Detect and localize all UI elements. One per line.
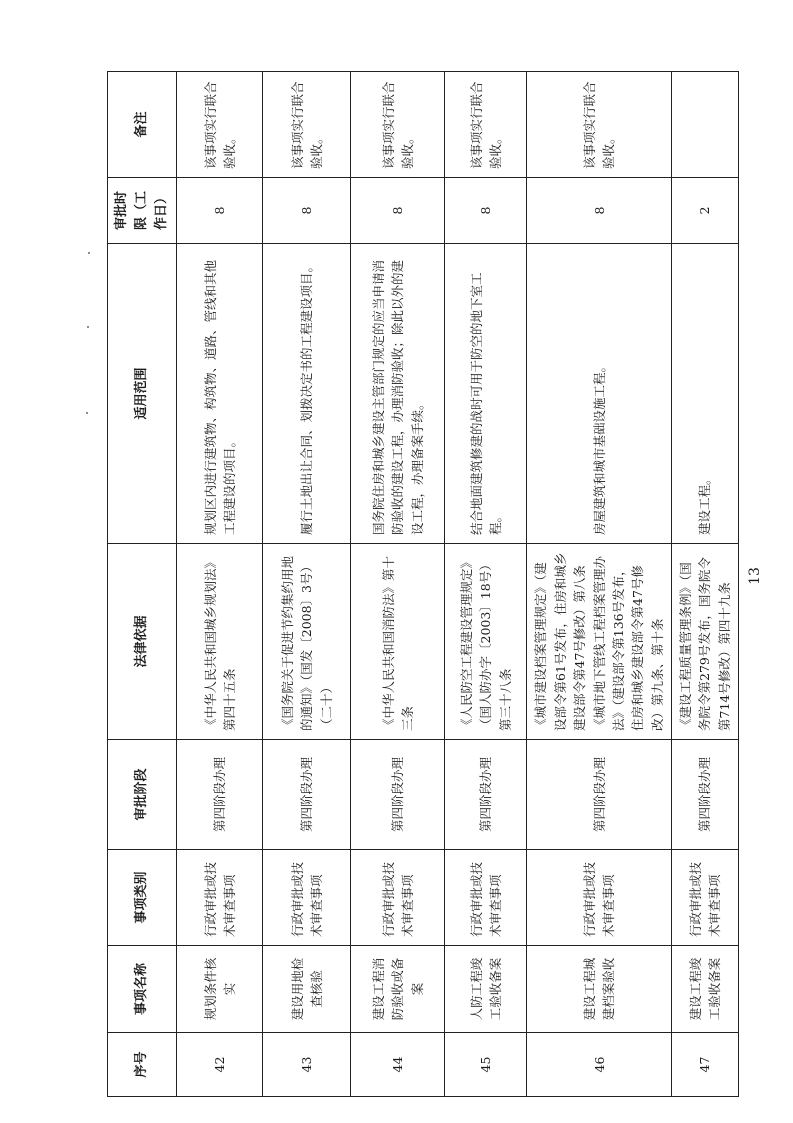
row-category: 行政审批或技术审查事项 [263, 850, 351, 946]
row-limit: 8 [263, 178, 351, 244]
table-header-row [108, 72, 177, 1097]
table-row [177, 72, 263, 1097]
row-no: 45 [445, 1033, 527, 1097]
row-stage: 第四阶段办理 [177, 740, 263, 850]
table-row [263, 72, 351, 1097]
row-stage: 第四阶段办理 [445, 740, 527, 850]
row-limit: 8 [177, 178, 263, 244]
row-stage: 第四阶段办理 [527, 740, 672, 850]
row-basis: 《中华人民共和国城乡规划法》第四十五条 [177, 544, 263, 740]
row-category: 行政审批或技术审查事项 [177, 850, 263, 946]
row-limit: 2 [672, 178, 739, 244]
row-name: 建设用地检查核验 [263, 946, 351, 1033]
row-name: 建设工程城建档案验收 [527, 946, 672, 1033]
row-stage: 第四阶段办理 [672, 740, 739, 850]
approval-items-table [107, 71, 739, 1097]
page-number: 13 [747, 567, 763, 585]
row-stage: 第四阶段办理 [351, 740, 445, 850]
row-note: 该事项实行联合验收。 [445, 72, 527, 178]
table-row [445, 72, 527, 1097]
row-note: 该事项实行联合验收。 [351, 72, 445, 178]
header-name: 事项名称 [108, 946, 177, 1033]
row-basis: 《中华人民共和国消防法》第十三条 [351, 544, 445, 740]
row-no: 43 [263, 1033, 351, 1097]
header-note: 备注 [108, 72, 177, 178]
row-scope: 国务院住房和城乡建设主管部门规定的应当申请消防验收的建设工程，办理消防验收；除此以外的建设工程，办理备案手续。 [351, 244, 445, 544]
row-name: 规划条件核实 [177, 946, 263, 1033]
row-name: 建设工程消防验收或备案 [351, 946, 445, 1033]
row-no: 47 [672, 1033, 739, 1097]
table-row [527, 72, 672, 1097]
row-category: 行政审批或技术审查事项 [672, 850, 739, 946]
header-no: 序号 [108, 1033, 177, 1097]
row-basis: 《城市建设档案管理规定》（建设部令第61号发布，住房和城乡建设部令第47号修改）第八条 《城市地下管线工程档案管理办法》（建设部令第136号发布，住房和城乡建设部令第47号修改）第九条、第十条 [527, 544, 672, 740]
row-category: 行政审批或技术审查事项 [351, 850, 445, 946]
rotated-table-sheet [107, 72, 732, 1097]
header-scope: 适用范围 [108, 244, 177, 544]
row-stage: 第四阶段办理 [263, 740, 351, 850]
header-limit: 审批时限（工作日） [108, 178, 177, 244]
header-category: 事项类别 [108, 850, 177, 946]
table-row [351, 72, 445, 1097]
row-note: 该事项实行联合验收。 [263, 72, 351, 178]
row-no: 42 [177, 1033, 263, 1097]
row-basis: 《国务院关于促进节约集约用地的通知》（国发〔2008〕3号）（二十） [263, 544, 351, 740]
row-limit: 8 [351, 178, 445, 244]
row-basis: 《人民防空工程建设管理规定》（国人防办字〔2003〕18号）第三十八条 [445, 544, 527, 740]
row-note [672, 72, 739, 178]
row-scope: 建设工程。 [672, 244, 739, 544]
row-no: 44 [351, 1033, 445, 1097]
table-row [672, 72, 739, 1097]
row-note: 该事项实行联合验收。 [177, 72, 263, 178]
row-limit: 8 [527, 178, 672, 244]
row-limit: 8 [445, 178, 527, 244]
row-scope: 结合地面建筑修建的战时可用于防空的地下室工程。 [445, 244, 527, 544]
row-name: 人防工程竣工验收备案 [445, 946, 527, 1033]
row-scope: 房屋建筑和城市基础设施工程。 [527, 244, 672, 544]
row-name: 建设工程竣工验收备案 [672, 946, 739, 1033]
row-category: 行政审批或技术审查事项 [527, 850, 672, 946]
row-scope: 履行土地出让合同、划拨决定书的工程建设项目。 [263, 244, 351, 544]
header-stage: 审批阶段 [108, 740, 177, 850]
header-basis: 法律依据 [108, 544, 177, 740]
row-scope: 规划区内进行建筑物、构筑物、道路、管线和其他工程建设的项目。 [177, 244, 263, 544]
row-no: 46 [527, 1033, 672, 1097]
row-basis: 《建设工程质量管理条例》（国务院令第279号发布，国务院令第714号修改）第四十九条 [672, 544, 739, 740]
row-note: 该事项实行联合验收。 [527, 72, 672, 178]
row-category: 行政审批或技术审查事项 [445, 850, 527, 946]
